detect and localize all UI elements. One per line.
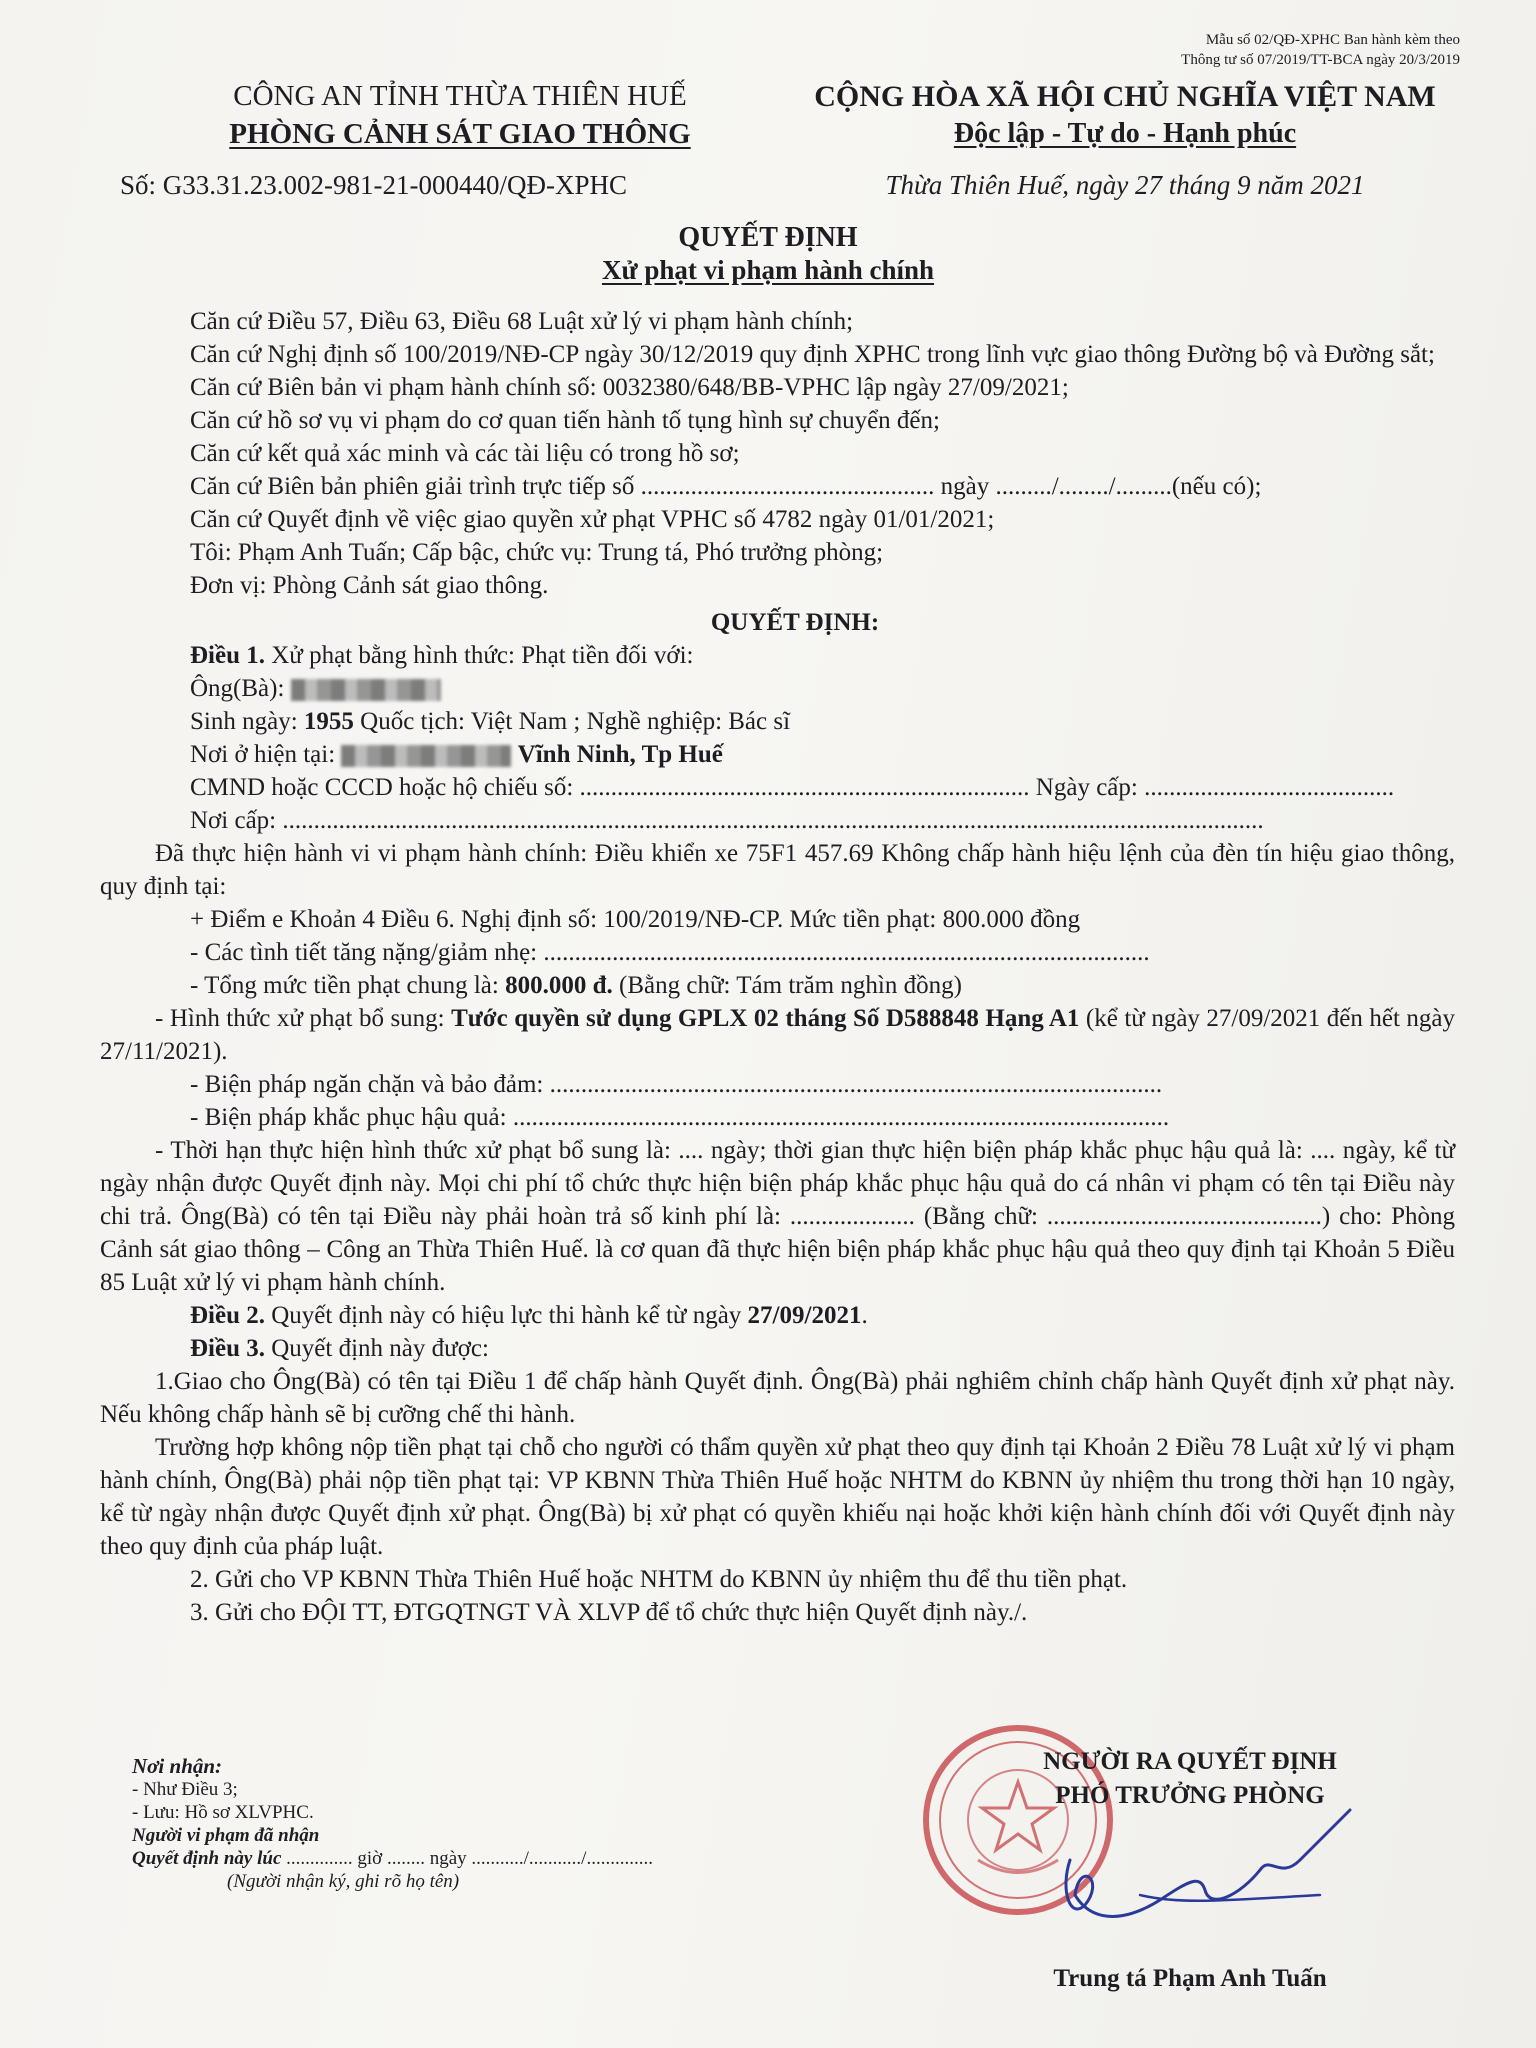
person-name-line	[135, 672, 1455, 705]
address-visible: Vĩnh Ninh, Tp Huế	[517, 741, 723, 768]
remedy-line: - Biện pháp khắc phục hậu quả: .........................................................................................................	[190, 1104, 1170, 1131]
article3-item2: 2. Gửi cho VP KBNN Thừa Thiên Huế hoặc NHTM do KBNN ủy nhiệm thu để thu tiền phạt.	[190, 1566, 1128, 1593]
basis-line: Căn cứ hồ sơ vụ vi phạm do cơ quan tiến hành tố tụng hình sự chuyển đến;	[190, 407, 940, 434]
address-label: Nơi ở hiện tại:	[190, 741, 336, 768]
extra-penalty-line	[100, 1002, 1455, 1068]
receiver-line: - Lưu: Hồ sơ XLVPHC.	[132, 1802, 314, 1823]
article2-date: 27/09/2021	[747, 1302, 862, 1329]
signer-title2: PHÓ TRƯỞNG PHÒNG	[1055, 1782, 1325, 1809]
basis-line: Tôi: Phạm Anh Tuấn; Cấp bậc, chức vụ: Trung tá, Phó trưởng phòng;	[190, 539, 884, 566]
id-line: CMND hoặc CCCD hoặc hộ chiếu số: ........................................................................ Ngày cấp: ........................................	[190, 774, 1395, 801]
receivers-heading: Nơi nhận:	[132, 1754, 223, 1778]
article3-item3: 3. Gửi cho ĐỘI TT, ĐTGQTNGT VÀ XLVP để tổ chức thực hiện Quyết định này./.	[190, 1599, 1028, 1626]
article3-item1b: Trường hợp không nộp tiền phạt tại chỗ cho người có thẩm quyền xử phạt theo quy định tại Khoản 2 Điều 78 Luật xử lý vi phạm hành chính, Ông(Bà) phải nộp tiền phạt tại: VP KBNN Thừa Thiên Huế hoặc NHTM do KBNN ủy nhiệm thu trong thời hạn 10 ngày, kể từ ngày nhận được Quyết định xử phạt. Ông(Bà) bị xử phạt có quyền khiếu nại hoặc khởi kiện hành chính đối với Quyết định này theo quy định của pháp luật.	[100, 1434, 1455, 1560]
article1-text: Xử phạt bằng hình thức: Phạt tiền đối với:	[265, 642, 694, 669]
document-body	[100, 305, 1455, 1629]
address-line	[135, 738, 1455, 771]
ack-line3: (Người nhận ký, ghi rõ họ tên)	[227, 1871, 460, 1892]
document-number: Số: G33.31.23.002-981-21-000440/QĐ-XPHC	[120, 170, 628, 200]
total-words: (Bằng chữ: Tám trăm nghìn đồng)	[612, 972, 962, 999]
receiver-line: - Như Điều 3;	[132, 1779, 238, 1800]
article3-text: Quyết định này được:	[265, 1335, 489, 1362]
ack-label: Quyết định này lúc	[132, 1848, 282, 1869]
prevent-line: - Biện pháp ngăn chặn và bảo đảm: ..................................................................................................	[190, 1071, 1163, 1098]
form-ref-line1: Mẫu số 02/QĐ-XPHC Ban hành kèm theo	[1205, 32, 1460, 48]
decision-heading: QUYẾT ĐỊNH:	[710, 609, 880, 636]
article3-line	[135, 1332, 1455, 1365]
ack-line2	[132, 1847, 653, 1870]
basis-line: Căn cứ Điều 57, Điều 63, Điều 68 Luật xử lý vi phạm hành chính;	[190, 308, 854, 335]
issued-line: Nơi cấp: .............................................................................................................................................................	[190, 807, 1264, 834]
signer-name: Trung tá Phạm Anh Tuấn	[1053, 1965, 1327, 1992]
dob-line	[135, 705, 1455, 738]
basis-line: Căn cứ kết quả xác minh và các tài liệu có trong hồ sơ;	[190, 440, 740, 467]
org-unit: PHÒNG CẢNH SÁT GIAO THÔNG	[229, 118, 691, 150]
form-ref-line2: Thông tư số 07/2019/TT-BCA ngày 20/3/2019	[1181, 52, 1460, 68]
total-amount: 800.000 đ.	[505, 972, 613, 999]
signer-title1: NGƯỜI RA QUYẾT ĐỊNH	[1043, 1748, 1337, 1775]
basis-line: Căn cứ Quyết định về việc giao quyền xử phạt VPHC số 4782 ngày 01/01/2021;	[190, 506, 995, 533]
deadline-paragraph: - Thời hạn thực hiện hình thức xử phạt bổ sung là: .... ngày; thời gian thực hiện biện pháp khắc phục hậu quả là: .... ngày, kể từ ngày nhận được Quyết định này. Mọi chi phí tổ chức thực hiện biện pháp khắc phục hậu quả do cá nhân vi phạm có tên tại Điều này chi trả. Ông(Bà) có tên tại Điều này phải hoàn trả số kinh phí là: .................... (Bằng chữ: ............................................) cho: Phòng Cảnh sát giao thông – Công an Thừa Thiên Huế. là cơ quan đã thực hiện biện pháp khắc phục hậu quả theo quy định tại Khoản 5 Điều 85 Luật xử lý vi phạm hành chính.	[100, 1137, 1455, 1296]
extra-suffix: (kể từ ngày 27/09/2021 đến hết ngày 27/11/2021).	[100, 1005, 1455, 1065]
document-title: QUYẾT ĐỊNH	[678, 222, 858, 253]
basis-line: Căn cứ Biên bản phiên giải trình trực tiếp số ............................................... ngày ........./......../.........(nếu có);	[190, 473, 1262, 500]
ack-line1: Người vi phạm đã nhận	[132, 1825, 320, 1846]
redacted-address	[341, 745, 511, 767]
article2-text: Quyết định này có hiệu lực thi hành kể từ ngày	[265, 1302, 748, 1329]
org-parent: CÔNG AN TỈNH THỪA THIÊN HUẾ	[233, 80, 687, 112]
nationality-job: Quốc tịch: Việt Nam ; Nghề nghiệp: Bác sĩ	[353, 708, 791, 735]
extra-penalty: Tước quyền sử dụng GPLX 02 tháng Số D588848 Hạng A1	[451, 1005, 1080, 1032]
receivers-block	[132, 1755, 653, 1893]
total-fine-line	[135, 969, 1455, 1002]
dob-label: Sinh ngày:	[190, 708, 298, 735]
article3-label: Điều 3.	[190, 1335, 265, 1362]
basis-line: Căn cứ Biên bản vi phạm hành chính số: 0032380/648/BB-VPHC lập ngày 27/09/2021;	[190, 374, 1069, 401]
article2-line	[135, 1299, 1455, 1332]
motto: Độc lập - Tự do - Hạnh phúc	[953, 118, 1297, 149]
place-date: Thừa Thiên Huế, ngày 27 tháng 9 năm 2021	[885, 170, 1365, 200]
article3-item1: 1.Giao cho Ông(Bà) có tên tại Điều 1 để chấp hành Quyết định. Ông(Bà) phải nghiêm chỉnh chấp hành Quyết định xử phạt này. Nếu không chấp hành sẽ bị cưỡng chế thi hành.	[100, 1368, 1455, 1428]
form-reference	[1060, 30, 1460, 70]
basis-line: Căn cứ Nghị định số 100/2019/NĐ-CP ngày 30/12/2019 quy định XPHC trong lĩnh vực giao thông Đường bộ và Đường sắt;	[190, 341, 1435, 368]
violation-text: Đã thực hiện hành vi vi phạm hành chính: Điều khiển xe 75F1 457.69 Không chấp hành hiệu lệnh của đèn tín hiệu giao thông, quy định tại:	[100, 840, 1455, 900]
document-subtitle: Xử phạt vi phạm hành chính	[601, 255, 935, 285]
nation-title: CỘNG HÒA XÃ HỘI CHỦ NGHĨA VIỆT NAM	[814, 80, 1436, 113]
handwritten-signature	[1030, 1800, 1360, 1940]
ack-rest: .............. giờ ........ ngày .........../.........../..............	[281, 1848, 653, 1869]
article2-end: .	[861, 1302, 868, 1329]
extra-prefix: - Hình thức xử phạt bổ sung:	[155, 1005, 452, 1032]
dob-value: 1955	[303, 708, 354, 735]
article1-label: Điều 1.	[190, 642, 265, 669]
redacted-name	[291, 679, 441, 701]
regulation-line: + Điểm e Khoản 4 Điều 6. Nghị định số: 100/2019/NĐ-CP. Mức tiền phạt: 800.000 đồng	[190, 906, 1081, 933]
article2-label: Điều 2.	[190, 1302, 265, 1329]
circumstances-line: - Các tình tiết tăng nặng/giảm nhẹ: .................................................................................................	[190, 939, 1150, 966]
article1-intro	[135, 639, 1455, 672]
basis-line: Đơn vị: Phòng Cảnh sát giao thông.	[190, 572, 549, 599]
name-label: Ông(Bà):	[190, 675, 285, 702]
total-prefix: - Tổng mức tiền phạt chung là:	[190, 972, 506, 999]
